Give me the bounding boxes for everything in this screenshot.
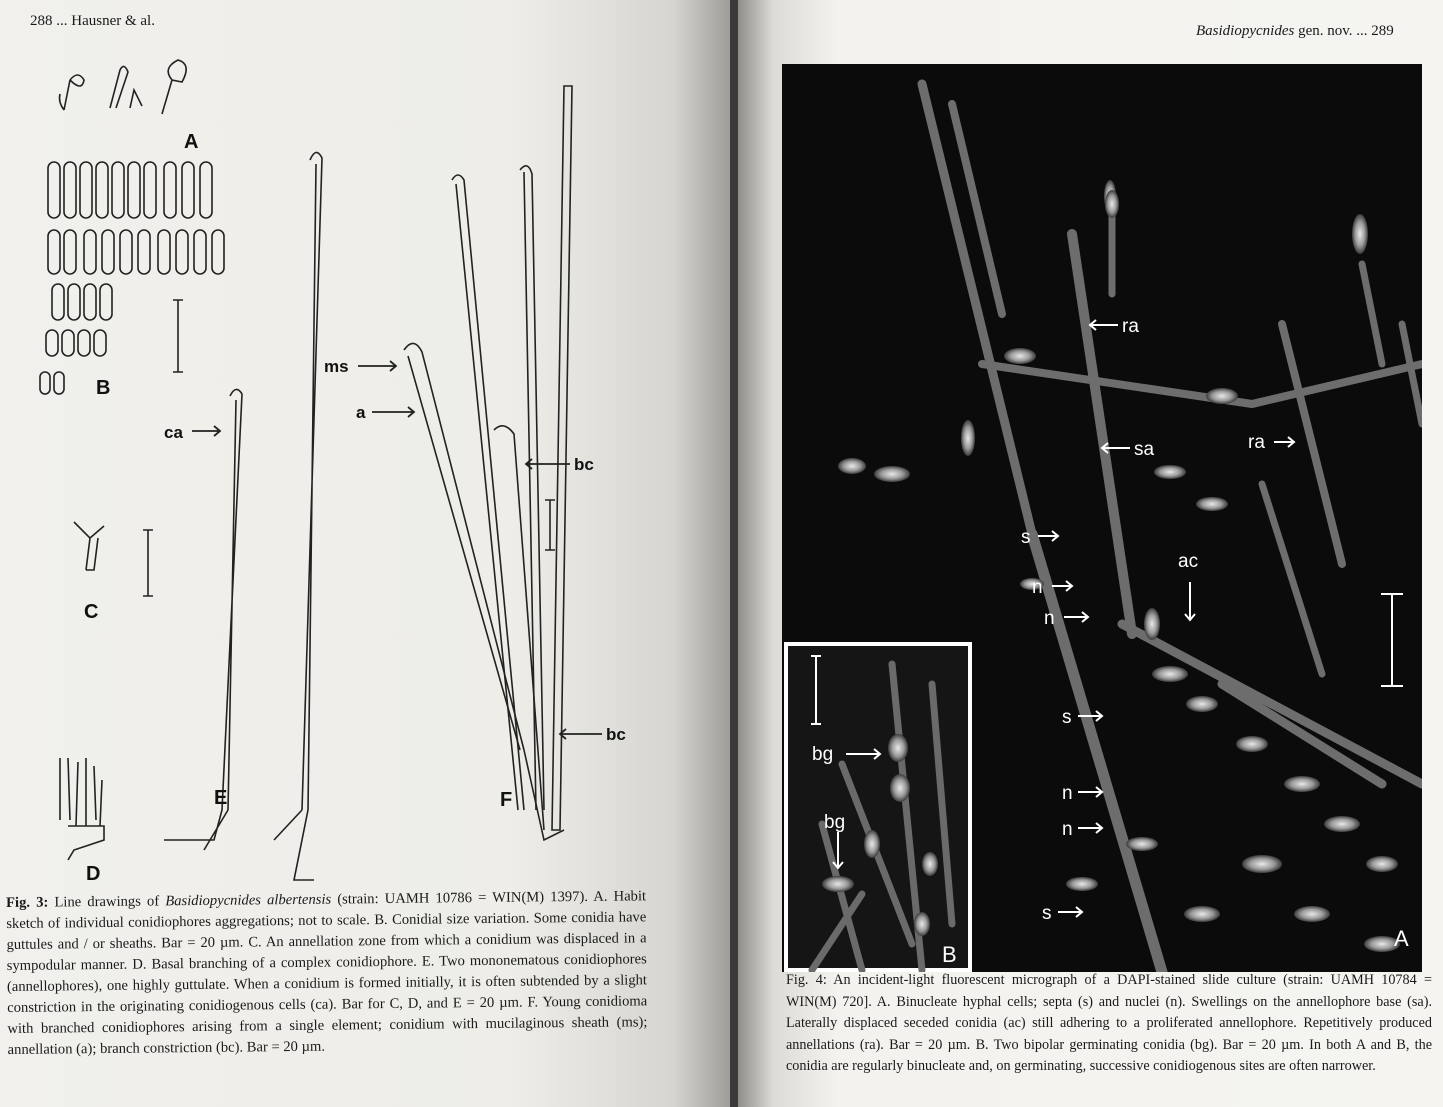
micro-label-ac: ac: [1178, 551, 1199, 572]
caption-text-2: (strain: UAMH 10786 = WIN(M) 1397). A. Habit sketch of individual conidiophores aggregations; not to scale. B. Conidial size variation. Some conidia have guttules and / or sheaths. Bar = 20 µm. C. An annellation zone from which a conidium was displaced in a sympodular manner. D. Basal branching of a complex conidiophore. E. Two mononematous conidiophores (annellophores), one highly guttulate. When a conidium is formed initially, it is often subtended by a slight constriction in the originating conidiogenous cells (ca). Bar for C, D, and E = 20 µm. F. Young conidioma with branched conidiophores arising from a single element; conidium with mucilaginous sheath (ms); annellation (a); branch constriction (bc). Bar = 20 µm.: [6, 888, 648, 1058]
running-head-right: [1196, 23, 1394, 40]
scale-bar-a: [1381, 594, 1403, 686]
hyphae-panel-a: [922, 84, 1422, 972]
micro-label-s-3: s: [1042, 903, 1052, 924]
label-ms: ms: [324, 357, 349, 376]
annellation-zone-c: [74, 522, 153, 596]
label-bc-bottom: bc: [606, 725, 626, 744]
micro-label-bg-2: bg: [824, 812, 846, 833]
micro-label-s-2: s: [1062, 707, 1072, 728]
panel-b-inset: [786, 644, 970, 970]
caption-species: Basidiopycnides albertensis: [165, 891, 332, 910]
label-a: a: [356, 403, 366, 422]
figure-3-line-drawings: [24, 50, 724, 890]
conidioma-f: [404, 86, 572, 840]
conidia-sizes-b: [40, 162, 224, 394]
label-bc-top: bc: [574, 455, 594, 474]
micro-label-sa: sa: [1134, 439, 1155, 460]
panel-label-B: B: [942, 942, 957, 967]
micro-label-n-1: n: [1032, 577, 1043, 598]
basal-branching-d: [60, 758, 104, 860]
micro-label-n-2: n: [1044, 608, 1055, 629]
label-arrows: [192, 361, 602, 739]
micro-label-n-4: n: [1062, 819, 1073, 840]
micro-label-n-3: n: [1062, 783, 1073, 804]
panel-label-A: A: [1394, 926, 1409, 951]
habit-sketch-a: [60, 60, 187, 114]
figure-4-micrograph: [782, 64, 1422, 972]
figure-3-caption: [6, 886, 648, 1061]
label-C: C: [84, 601, 99, 623]
label-ca: ca: [164, 423, 183, 442]
caption-text-1: Line drawings of: [48, 893, 166, 911]
caption-fig-number: Fig. 3:: [6, 894, 49, 911]
running-head-genus: Basidiopycnides: [1196, 23, 1295, 39]
label-D: D: [86, 863, 101, 885]
figure-4-caption: Fig. 4: An incident-light fluorescent micrograph of a DAPI-stained slide culture (strain: UAMH 10784 = WIN(M) 720]. A. Binucleate hyphal cells; septa (s) and nuclei (n). Swellings on the annellophore base (sa). Laterally displaced seceded conidia (ac) still adhering to a proliferated annellophore. Repetitively produced annellations (ra). Bar = 20 µm. B. Two bipolar germinating conidia (bg). Bar = 20 µm. In both A and B, the conidia are regularly binucleate and, on germinating, successive conidiogenous sites are often narrower.: [786, 972, 1432, 1074]
right-page: [738, 0, 1443, 1107]
label-A: A: [184, 131, 199, 153]
micro-label-s-1: s: [1021, 527, 1031, 548]
label-F: F: [500, 789, 513, 811]
micro-label-ra-2: ra: [1248, 432, 1265, 453]
micro-label-ra-1: ra: [1122, 316, 1139, 337]
label-B: B: [96, 377, 111, 399]
running-head-left: 288 ... Hausner & al.: [30, 13, 155, 29]
micro-label-bg-1: bg: [812, 744, 834, 765]
label-E: E: [214, 787, 228, 809]
running-head-page: gen. nov. ... 289: [1294, 23, 1394, 39]
